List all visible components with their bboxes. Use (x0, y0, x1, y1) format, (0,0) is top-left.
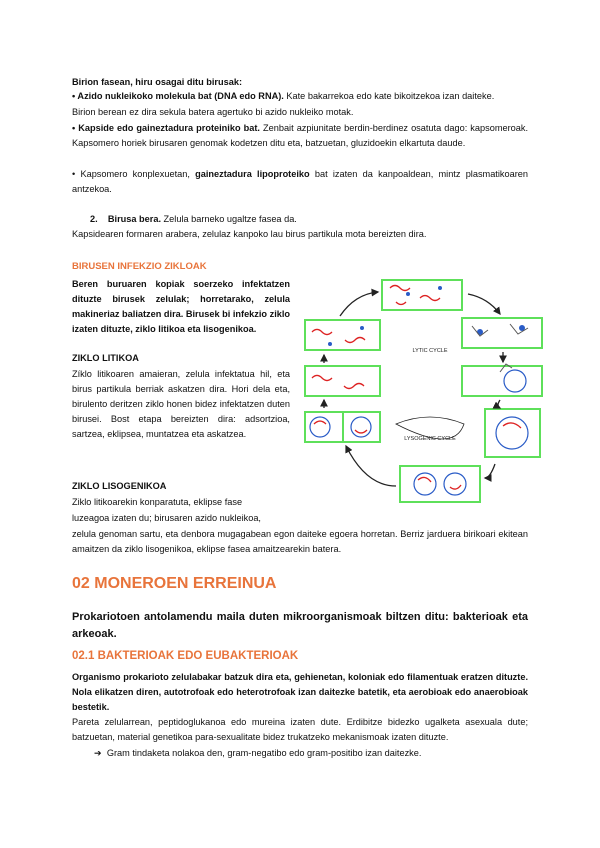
bullet-nucleic-acid-line2: Birion berean ez dira sekula batera agertuko bi azido nukleiko motak. (72, 107, 354, 117)
cycle-box-low-left-a (305, 412, 343, 442)
intro-title: Birion fasean, hiru osagai ditu birusak: (72, 77, 243, 87)
cycle-box-bottom (400, 466, 480, 502)
bullet-nucleic-acid: • Azido nukleikoko molekula bat (DNA edo RNA). Kate bakarrekoa edo kate bikoitzekoa izan daiteke. (72, 91, 495, 101)
lyso-line1: Ziklo litikoarekin konparatuta, eklipse fase (72, 497, 243, 507)
monera-heading: 02 MONEROEN ERREINUA (72, 575, 277, 592)
cycle-box-low-right (485, 409, 540, 457)
bacteria-text: Pareta zelularrean, peptidoglukanoa edo mureina izaten dute. Erdibitze bidezko ugalketa asexuala dute; batzuetan, material genetikoa para-sexualitate bidez trukatzeko mekanismoak izaten dituzte. (72, 717, 528, 742)
bacteria-bold-text: Organismo prokarioto zelulabakar batzuk dira eta, gehienetan, koloniak edo filamentuak eratzen dituzte. Nola elikatzen diren, autotrofoak edo heterotrofoak izan daitezke batetik, eta aerobioak edo anaerobioak bestetik. (72, 672, 528, 712)
cycle-box-mid-right (462, 366, 542, 396)
cycle-box-top (382, 280, 462, 310)
lytic-cycle-label: LYTIC CYCLE (412, 348, 448, 354)
bullet-lipoprotein: • Kapsomero konplexuetan, gaineztadura lipoproteiko bat izaten da kanpoaldean, mintz plasmatikoaren antzekoa. (72, 169, 528, 194)
lytic-text: Zíklo litikoaren amaieran, zelula infektatua hil, eta birus partikula berriak askatzen dira. Hori dela eta, birulento deritzen ziklo honen bidez infektatzen duten birusei. Bost etapa bereizten dira: adsortzioa, sartzea, eklipsea, muntatzea eta askatzea. (72, 369, 290, 439)
infection-heading: BIRUSEN INFEKZIO ZIKLOAK (72, 261, 207, 272)
infection-cycle-diagram (300, 274, 560, 509)
lyso-line2: luzeagoa izaten du; birusaren azido nukleikoa, (72, 513, 261, 523)
step-2: 2. Birusa bera. Zelula barneko ugaltze fasea da. (90, 214, 297, 224)
infection-intro: Beren buruaren kopiak soerzeko infektatzen dituzte birusek zelulak; horretarako, zelula makineriaz baliatzen dira. Birusek bi infekzio ziklo izaten dituzte, ziklo litikoa eta lisogenikoa. (72, 279, 291, 334)
cycle-box-upper-left (305, 320, 380, 350)
lytic-heading: ZIKLO LITIKOA (72, 353, 139, 363)
cycle-box-upper-right (462, 318, 542, 348)
bacteria-heading: 02.1 BAKTERIOAK EDO EUBAKTERIOAK (72, 650, 299, 662)
cycle-box-mid-left (305, 366, 380, 396)
bullet-capsid: • Kapside edo gaineztadura proteiniko bat. Zenbait azpiunitate berdin-berdinez osatuta dago: kapsomeroak. Kapsomero horiek birusaren genomak kodetzen ditu eta, batzuetan, gluzidoekin elkartuta daude. (72, 123, 529, 148)
lyso-heading: ZIKLO LISOGENIKOA (72, 481, 167, 491)
monera-subtitle: Prokariotoen antolamendu maila duten mikroorganismoak biltzen ditu: bakterioak eta arkeoak. (72, 611, 528, 640)
gram-line: ➔ Gram tindaketa nolakoa den, gram-negatibo edo gram-positibo izan daitezke. (94, 748, 422, 758)
step-2-line: Kapsidearen formaren arabera, zelulaz kanpoko lau birus partikula mota bereizten dira. (72, 229, 427, 239)
arrow-icon: ➔ (94, 748, 102, 758)
lysogenic-cycle-label: LYSOGENIC CYCLE (404, 436, 456, 442)
lyso-line3: zelula genoman sartu, eta denbora mugagabean egon daiteke egoera horretan. Berriz jarduera birikoari ekitean amaitzen da ziklo lisogenikoa, eklipse fasea amaitzearekin batera. (72, 529, 528, 554)
